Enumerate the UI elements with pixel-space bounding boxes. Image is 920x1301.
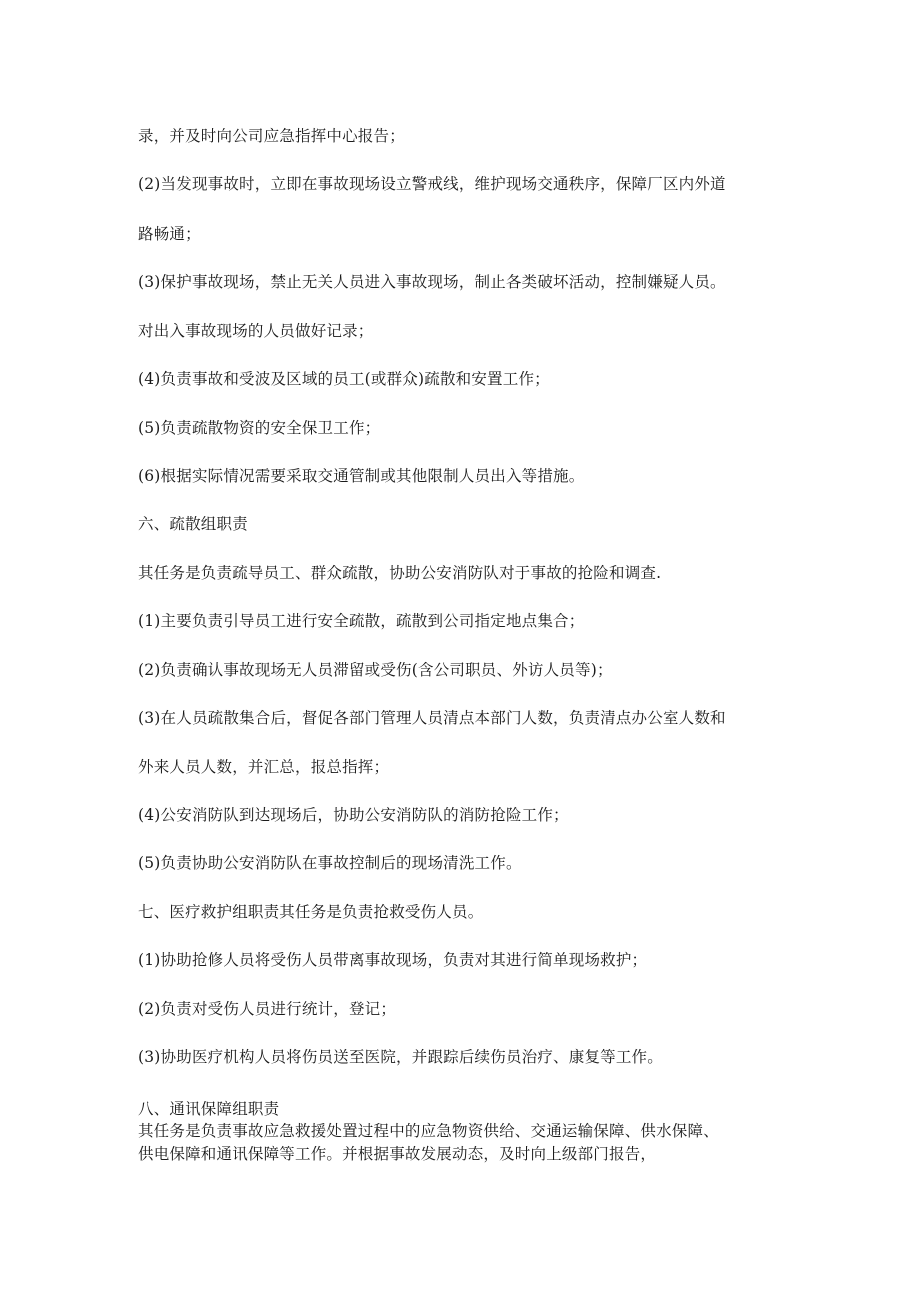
- text-line: (1)主要负责引导员工进行安全疏散，疏散到公司指定地点集合；: [138, 612, 585, 630]
- text-line: 录，并及时向公司应急指挥中心报告；: [138, 127, 405, 145]
- text-line: 外来人员人数，并汇总，报总指挥；: [138, 758, 390, 776]
- text-line: (3)保护事故现场，禁止无关人员进入事故现场，制止各类破坏活动，控制嫌疑人员。: [138, 273, 726, 291]
- text-line: 对出入事故现场的人员做好记录；: [138, 322, 374, 340]
- text-line: (2)负责对受伤人员进行统计，登记；: [138, 1000, 397, 1018]
- text-line: (5)负责协助公安消防队在事故控制后的现场清洗工作。: [138, 854, 522, 872]
- text-line: (3)协助医疗机构人员将伤员送至医院，并跟踪后续伤员治疗、康复等工作。: [138, 1048, 663, 1066]
- text-line: 其任务是负责事故应急救援处置过程中的应急物资供给、交通运输保障、供水保障、: [138, 1122, 719, 1140]
- section-heading: 七、医疗救护组职责其任务是负责抢救受伤人员。: [138, 903, 484, 921]
- text-line: (6)根据实际情况需要采取交通管制或其他限制人员出入等措施。: [138, 467, 585, 485]
- text-line: 其任务是负责疏导员工、群众疏散，协助公安消防队对于事故的抢险和调查.: [138, 564, 662, 582]
- section-heading: 六、疏散组职责: [138, 515, 248, 533]
- text-line: (3)在人员疏散集合后，督促各部门管理人员清点本部门人数，负责清点办公室人数和: [138, 709, 726, 727]
- text-line: (2)负责确认事故现场无人员滞留或受伤(含公司职员、外访人员等)；: [138, 661, 613, 679]
- text-line: (2)当发现事故时，立即在事故现场设立警戒线，维护现场交通秩序，保障厂区内外道: [138, 175, 726, 193]
- text-line: (4)负责事故和受波及区域的员工(或群众)疏散和安置工作；: [138, 370, 550, 388]
- text-line: (4)公安消防队到达现场后，协助公安消防队的消防抢险工作；: [138, 806, 569, 824]
- text-line: (1)协助抢修人员将受伤人员带离事故现场，负责对其进行简单现场救护；: [138, 951, 648, 969]
- text-line: (5)负责疏散物资的安全保卫工作；: [138, 419, 381, 437]
- section-heading: 八、通讯保障组职责: [138, 1100, 280, 1118]
- text-line: 路畅通；: [138, 225, 201, 243]
- text-line: 供电保障和通讯保障等工作。并根据事故发展动态，及时向上级部门报告，: [138, 1145, 657, 1163]
